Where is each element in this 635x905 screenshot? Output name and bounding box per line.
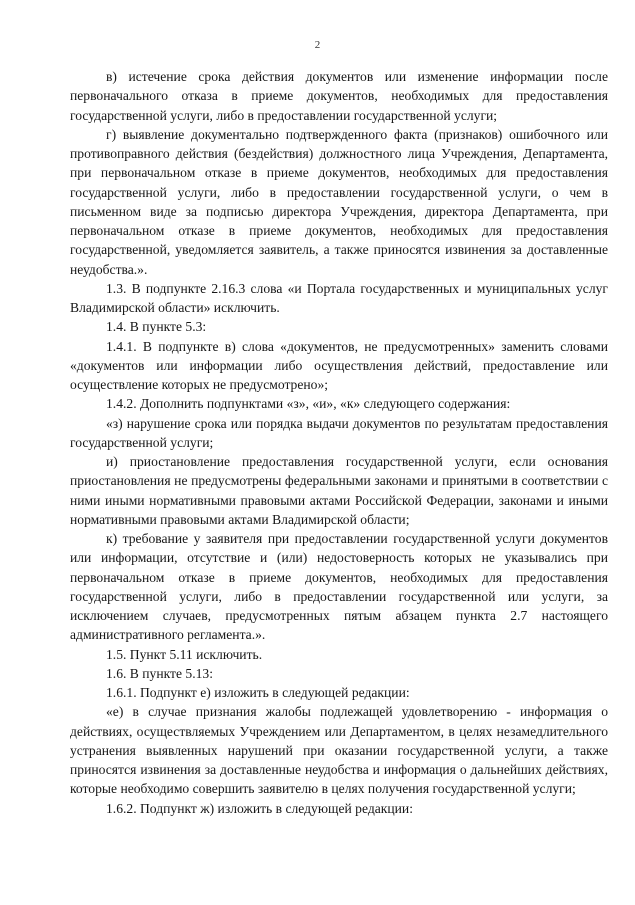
paragraph-v: в) истечение срока действия документов или изменение информации после первоначального отказа в приеме документов, необходимых для предоставления государственной услуги, либо в предоставлении государственной услуги; <box>70 69 608 123</box>
paragraph-g: г) выявление документально подтвержденного факта (признаков) ошибочного или противоправного действия (бездействия) должностного лица Учреждения, Департамента, при первоначальном отказе в приеме документов, необходимых для предоставления государственной услуги, либо в предоставлении государственной услуги, о чем в письменном виде за подписью директора Учреждения, директора Департамента, при первоначальном отказе в приеме документов, необходимых для предоставления государственной, уведомляется заявитель, а также приносятся извинения за доставленные неудобства.». <box>70 126 608 277</box>
paragraph-e: «е) в случае признания жалобы подлежащей удовлетворению - информация о действиях, осуществляемых Учреждением или Департаментом, в целях незамедлительного устранения выявленных нарушений при оказании государственной услуги, а также приносятся извинения за доставленные неудобства и информация о дальнейших действиях, которые необходимо совершить заявителю в целях получения государственной услуги; <box>70 704 608 797</box>
paragraph-1-4: 1.4. В пункте 5.3: <box>106 319 207 335</box>
page-number: 2 <box>314 39 321 51</box>
document-body <box>70 67 608 818</box>
paragraph-z: «з) нарушение срока или порядка выдачи документов по результатам предоставления государственной услуги; <box>70 415 608 450</box>
paragraph-1-3: 1.3. В подпункте 2.16.3 слова «и Портала государственных и муниципальных услуг Владимирской области» исключить. <box>70 280 608 315</box>
paragraph-k: к) требование у заявителя при предоставлении государственной услуги документов или информации, отсутствие и (или) недостоверность которых не указывались при первоначальном отказе в приеме документов, необходимых для предоставления государственной услуги, либо в предоставлении государственной или услуги, за исключением случаев, предусмотренных пятым абзацем пункта 2.7 настоящего административного регламента.». <box>70 531 608 643</box>
paragraph-1-4-2: 1.4.2. Дополнить подпунктами «з», «и», «к» следующего содержания: <box>106 396 511 412</box>
paragraph-i: и) приостановление предоставления государственной услуги, если основания приостановления не предусмотрены федеральными законами и принятыми в соответствии с ними иными нормативными правовыми актами Российской Федерации, законами и иными нормативными правовыми актами Владимирской области; <box>70 454 608 527</box>
paragraph-1-6-1: 1.6.1. Подпункт е) изложить в следующей редакции: <box>106 685 410 700</box>
paragraph-1-5: 1.5. Пункт 5.11 исключить. <box>106 646 263 662</box>
paragraph-1-4-1: 1.4.1. В подпункте в) слова «документов, не предусмотренных» заменить словами «документов или информации либо осуществления действий, предоставление или осуществление которых не предусмотрено»; <box>70 338 608 392</box>
paragraph-1-6-2: 1.6.2. Подпункт ж) изложить в следующей редакции: <box>106 800 413 816</box>
paragraph-1-6: 1.6. В пункте 5.13: <box>106 665 213 681</box>
